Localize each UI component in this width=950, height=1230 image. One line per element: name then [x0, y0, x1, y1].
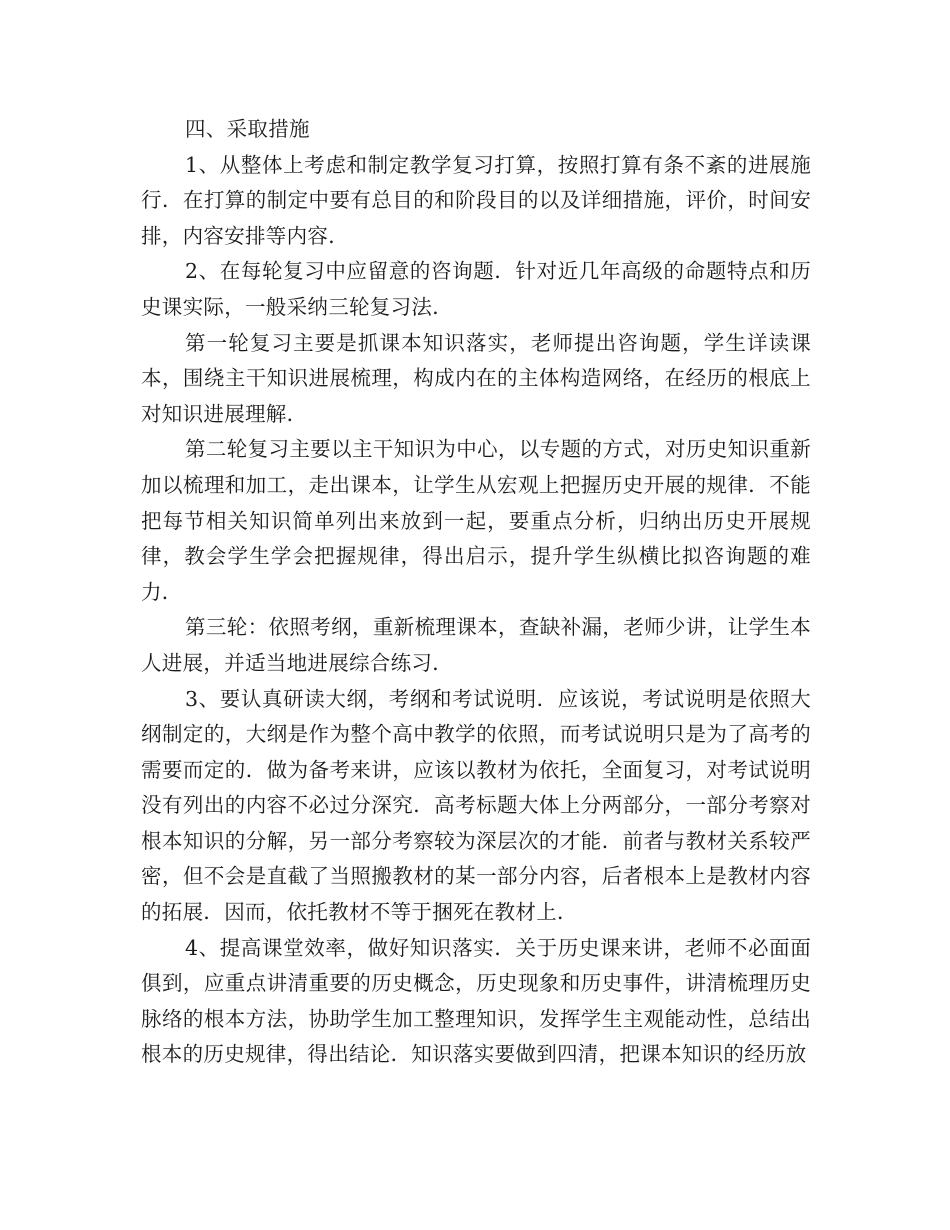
- paragraph-4: 第二轮复习主要以主干知识为中心，以专题的方式，对历史知识重新加以梳理和加工，走出课本，让学生从宏观上把握历史开展的规律．不能把每节相关知识简单列出来放到一起，要重点分析，归纳出历史开展规律，教会学生学会把握规律，得出启示，提升学生纵横比拟咨询题的难力．: [141, 437, 811, 604]
- paragraph-5: 第三轮：依照考纲，重新梳理课本，查缺补漏，老师少讲，让学生本人进展，并适当地进展综合练习．: [141, 615, 811, 675]
- paragraph-2: 2、在每轮复习中应留意的咨询题．针对近几年高级的命题特点和历史课实际，一般采纳三轮复习法．: [141, 259, 811, 319]
- paragraph-7: 4、提高课堂效率，做好知识落实．关于历史课来讲，老师不必面面俱到，应重点讲清重要的历史概念，历史现象和历史事件，讲清梳理历史脉络的根本方法，协助学生加工整理知识，发挥学生主观能动性，总结出根本的历史规律，得出结论．知识落实要做到四清，把课本知识的经历放: [141, 935, 811, 1067]
- paragraph-3: 第一轮复习主要是抓课本知识落实，老师提出咨询题，学生详读课本，围绕主干知识进展梳理，构成内在的主体构造网络，在经历的根底上对知识进展理解．: [141, 330, 811, 426]
- section-heading: 四、采取措施: [185, 117, 310, 141]
- paragraph-6: 3、要认真研读大纲，考纲和考试说明．应该说，考试说明是依照大纲制定的，大纲是作为整个高中教学的依照，而考试说明只是为了高考的需要而定的．做为备考来讲，应该以教材为依托，全面复习，对考试说明没有列出的内容不必过分深究．高考标题大体上分两部分，一部分考察对根本知识的分解，另一部分考察较为深层次的才能．前者与教材关系较严密，但不会是直截了当照搬教材的某一部分内容，后者根本上是教材内容的拓展．因而，依托教材不等于捆死在教材上．: [141, 686, 811, 925]
- document-body: [141, 112, 811, 1073]
- paragraph-1: 1、从整体上考虑和制定教学复习打算，按照打算有条不紊的进展施行．在打算的制定中要有总目的和阶段目的以及详细措施，评价，时间安排，内容安排等内容．: [141, 152, 811, 248]
